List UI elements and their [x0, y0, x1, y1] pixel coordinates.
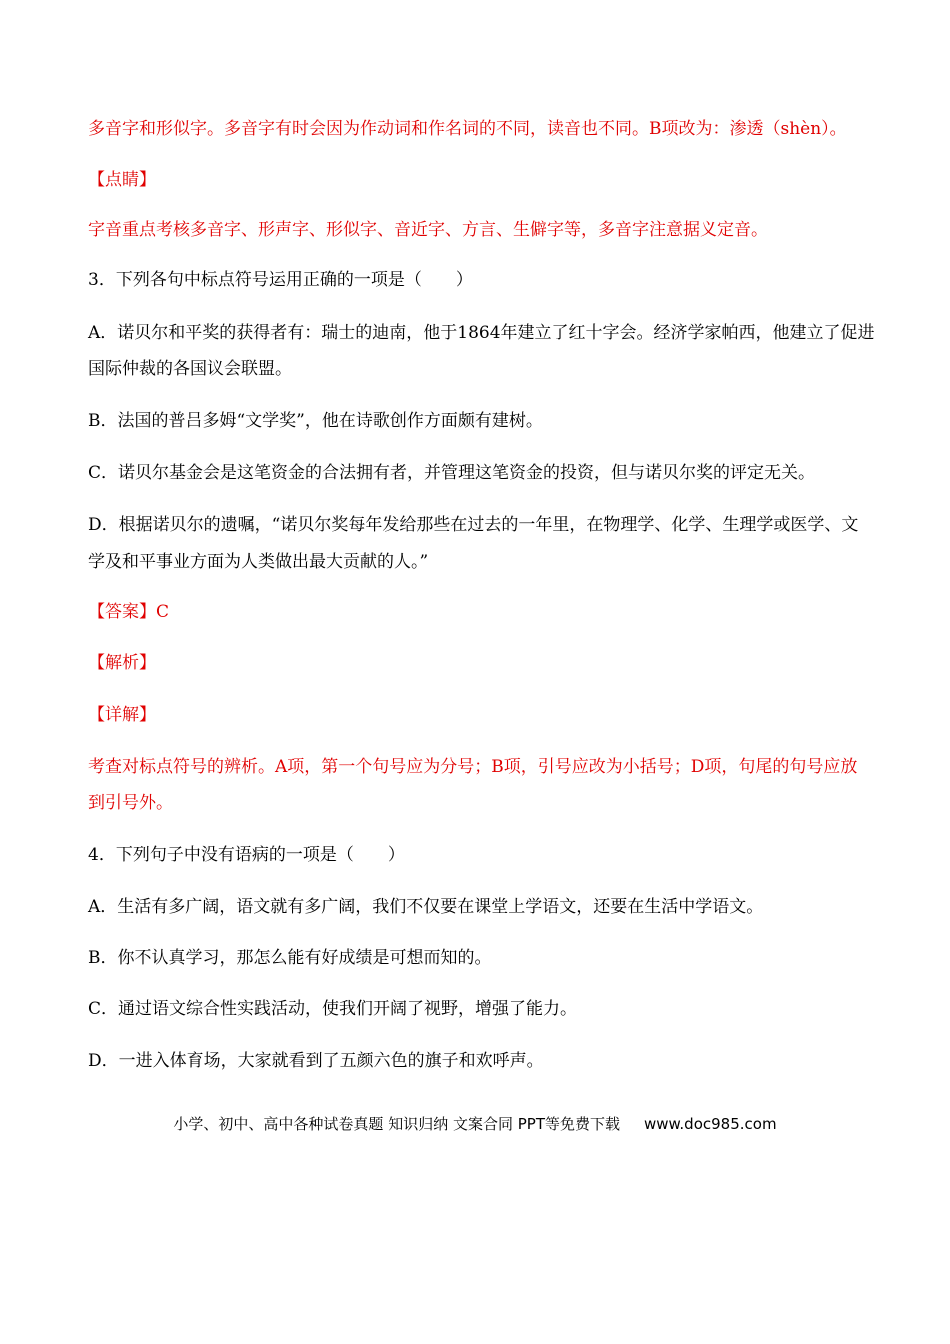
footer-text: 小学、初中、高中各种试卷真题 知识归纳 文案合同 PPT等免费下载 — [173, 1115, 620, 1133]
q2-tip-text: 字音重点考核多音字、形声字、形似字、音近字、方言、生僻字等，多音字注意据义定音。 — [88, 220, 768, 240]
q3-question: 3．下列各句中标点符号运用正确的一项是（ ） — [88, 270, 473, 290]
answer-label: 【答案】 — [88, 602, 156, 622]
q3-option-a-line1: A．诺贝尔和平奖的获得者有：瑞士的迪南，他于1864年建立了红十字会。经济学家帕西，他建立了促进 — [88, 323, 875, 343]
q3-detail-line1: 考查对标点符号的辨析。A项，第一个句号应为分号；B项，引号应改为小括号；D项，句尾的句号应放 — [88, 757, 858, 777]
q3-option-b: B．法国的普吕多姆“文学奖”，他在诗歌创作方面颇有建树。 — [88, 411, 543, 431]
q4-option-b: B．你不认真学习，那怎么能有好成绩是可想而知的。 — [88, 948, 492, 968]
q3-detail-line2: 到引号外。 — [88, 793, 173, 813]
q4-question: 4．下列句子中没有语病的一项是（ ） — [88, 845, 405, 865]
q3-option-d-line1: D．根据诺贝尔的遗嘱，“诺贝尔奖每年发给那些在过去的一年里，在物理学、化学、生理学或医学、文 — [88, 515, 859, 535]
footer-url[interactable]: www.doc985.com — [643, 1115, 777, 1133]
answer-value: C — [156, 602, 170, 622]
q4-option-a: A．生活有多广阔，语文就有多广阔，我们不仅要在课堂上学语文，还要在生活中学语文。 — [88, 897, 764, 917]
q4-option-d: D．一进入体育场，大家就看到了五颜六色的旗子和欢呼声。 — [88, 1051, 544, 1071]
q2-analysis-end: 多音字和形似字。多音字有时会因为作动词和作名词的不同，读音也不同。B项改为：渗透（shèn）。 — [88, 119, 847, 139]
q3-option-c: C．诺贝尔基金会是这笔资金的合法拥有者，并管理这笔资金的投资，但与诺贝尔奖的评定无关。 — [88, 463, 816, 483]
q2-tip-heading: 【点睛】 — [88, 170, 156, 190]
q3-analysis-heading: 【解析】 — [88, 653, 156, 673]
q3-option-a-line2: 国际仲裁的各国议会联盟。 — [88, 359, 292, 379]
q3-detail-heading: 【详解】 — [88, 705, 156, 725]
page-footer — [0, 1112, 950, 1136]
q3-option-d-line2: 学及和平事业方面为人类做出最大贡献的人。” — [88, 552, 429, 572]
q3-answer — [88, 597, 868, 627]
q4-option-c: C．通过语文综合性实践活动，使我们开阔了视野，增强了能力。 — [88, 999, 578, 1019]
